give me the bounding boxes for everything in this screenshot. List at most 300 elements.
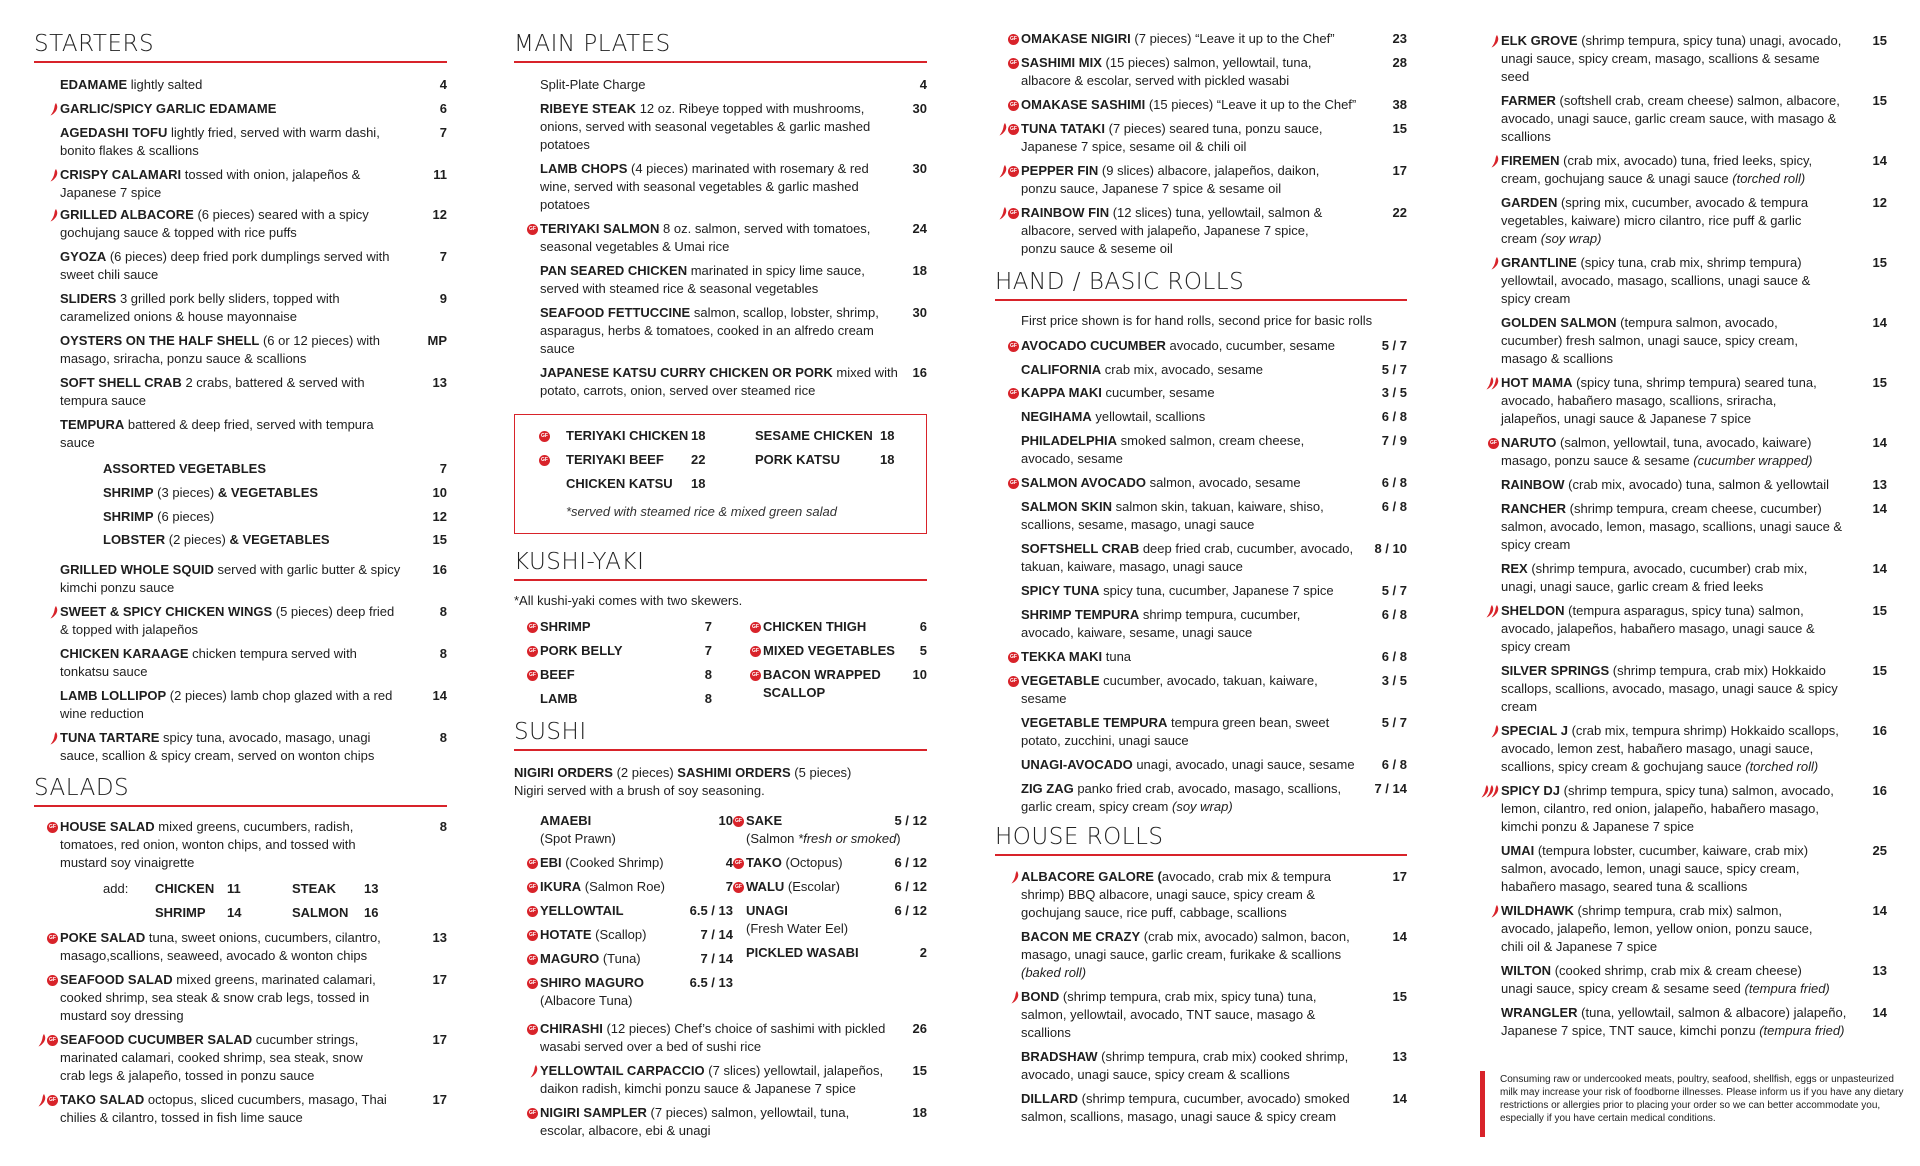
item-name: GARDEN <box>1501 195 1558 210</box>
item-price: 15 <box>432 532 447 547</box>
nigiri-item <box>529 926 733 944</box>
item-description: (2 pieces) lamb chop glazed with a red wine reduction <box>60 688 393 721</box>
gluten-free-icon: GF <box>527 646 538 657</box>
menu-item <box>49 929 447 965</box>
item-name: SLIDERS <box>60 291 117 306</box>
dietary-icons <box>995 122 1019 136</box>
dietary-icons <box>995 98 1019 112</box>
combo-note: *served with steamed rice & mixed green salad <box>566 504 837 519</box>
item-price: 9 <box>439 291 447 306</box>
chili-pepper-icon <box>1491 34 1499 48</box>
item-price: 10 <box>912 667 927 682</box>
nigiri-note: Nigiri served with a brush of soy seasoning. <box>514 783 765 798</box>
gluten-free-icon: GF <box>1008 34 1019 45</box>
item-name: NIGIRI SAMPLER <box>540 1105 647 1120</box>
menu-item <box>540 1062 927 1098</box>
menu-item <box>60 603 447 639</box>
chili-pepper-icon <box>1011 990 1019 1004</box>
item-note: (baked roll) <box>1021 965 1087 980</box>
item-price: 14 <box>1872 501 1887 516</box>
menu-item <box>1501 560 1887 596</box>
dietary-icons <box>995 164 1019 178</box>
item-name: TEKKA MAKI <box>1021 649 1103 664</box>
item-description: (6 pieces) deep fried pork dumplings served with sweet chili sauce <box>60 249 390 282</box>
menu-item <box>49 1031 447 1085</box>
kushi-item <box>529 666 712 684</box>
menu-item <box>1501 254 1887 308</box>
item-note: (soy wrap) <box>1540 231 1602 246</box>
item-name: AMAEBI <box>540 813 592 828</box>
gluten-free-icon: GF <box>733 858 744 869</box>
dietary-icons <box>514 904 538 918</box>
split-plate-charge <box>540 76 927 94</box>
item-price: 16 <box>1872 783 1887 798</box>
combo-box <box>514 414 927 534</box>
item-description: (tuna, yellowtail, salmon & albacore) jalapeño, Japanese 7 spice, TNT sauce, kimchi ponzu <box>1501 1005 1847 1038</box>
chili-pepper-icon <box>50 168 58 182</box>
menu-item <box>1010 204 1407 258</box>
gluten-free-icon: GF <box>527 224 538 235</box>
item-description: (crab mix, tempura shrimp) Hokkaido scallops, avocado, lemon zest, habañero masago, unagi sauce, scallions, spicy cream & gochujang sauce <box>1501 723 1839 774</box>
item-price: 12 <box>432 207 447 222</box>
item-description: (12 slices) tuna, yellowtail, salmon & albacore, served with jalapeño, Japanese 7 spice, ponzu sauce & seseme oil <box>1021 205 1323 256</box>
chili-pepper-icon <box>1491 154 1499 168</box>
item-name: SHRIMP <box>103 509 154 524</box>
addon-price: 13 <box>364 881 379 896</box>
item-description: (Cooked Shrimp) <box>561 855 664 870</box>
item-description: (shrimp tempura, avocado, cucumber) crab mix, unagi, unagi sauce, garlic cream & fried leeks <box>1501 561 1808 594</box>
item-description: spicy tuna, avocado, masago, unagi sauce, scallion & spicy cream, served on wonton chips <box>60 730 375 763</box>
section-title-main-plates: MAIN PLATES <box>514 30 927 63</box>
item-name: NEGIHAMA <box>1021 409 1092 424</box>
menu-item <box>1501 500 1887 554</box>
combo-item-name: TERIYAKI CHICKEN <box>566 428 689 443</box>
menu-item <box>1501 92 1887 146</box>
item-name: SEAFOOD FETTUCCINE <box>540 305 691 320</box>
section-title-sushi: SUSHI <box>514 718 927 751</box>
item-description: (Escolar) <box>784 879 840 894</box>
item-name: SILVER SPRINGS <box>1501 663 1610 678</box>
menu-item <box>60 166 447 202</box>
item-price: 14 <box>1872 153 1887 168</box>
item-price: 8 <box>439 646 447 661</box>
menu-item <box>1010 672 1407 708</box>
menu-item <box>1021 361 1407 379</box>
item-description: (shrimp tempura, crab mix) salmon, avocado, jalapeño, lemon, yellow onion, ponzu sauce, chili oil & Japanese 7 spice <box>1501 903 1813 954</box>
item-name: BOND <box>1021 989 1060 1004</box>
item-description: (spicy tuna, crab mix, shrimp tempura) yellowtail, avocado, masago, scallions, unagi sauce & spicy cream <box>1501 255 1811 306</box>
combo-item-price: 18 <box>880 452 895 467</box>
item-price: 6 / 8 <box>1381 757 1407 772</box>
gluten-free-icon: GF <box>1008 58 1019 69</box>
item-description: mixed greens, marinated calamari, cooked shrimp, sea steak & snow crab legs, tossed in mustard soy dressing <box>60 972 376 1023</box>
item-name: SAKE <box>746 813 783 828</box>
menu-item <box>1501 962 1887 998</box>
item-name: CRISPY CALAMARI <box>60 167 182 182</box>
item-name: IKURA <box>540 879 582 894</box>
tempura-item <box>103 531 447 549</box>
gluten-free-icon: GF <box>527 930 538 941</box>
item-price: 6 / 8 <box>1381 409 1407 424</box>
chili-pepper-icon <box>1486 604 1499 618</box>
menu-item <box>1010 54 1407 90</box>
item-description: (shrimp tempura, crab mix) Hokkaido scallops, scallions, avocado, masago, unagi sauce & spicy cream <box>1501 663 1838 714</box>
item-description: yellowtail, scallions <box>1091 409 1206 424</box>
item-name: SHRIMP <box>103 485 154 500</box>
chili-pepper-icon <box>50 605 58 619</box>
dietary-icons <box>995 870 1019 884</box>
dietary-icons <box>1475 436 1499 450</box>
item-description: tuna, sweet onions, cucumbers, cilantro, masago,scallions, seaweed, avocado & wonton chips <box>60 930 381 963</box>
dietary-icons <box>995 476 1019 490</box>
item-description: 3 grilled pork belly sliders, topped with caramelized onions & house mayonnaise <box>60 291 340 324</box>
item-name: GOLDEN SALMON <box>1501 315 1617 330</box>
dietary-icons <box>1475 154 1499 168</box>
item-description: (tempura lobster, cucumber, kaiware, crab mix) salmon, avocado, lemon, unagi sauce, spicy cream, habañero masago, seared tuna & scallions <box>1501 843 1809 894</box>
item-description: (6 pieces) seared with a spicy gochujang sauce & topped with rice puffs <box>60 207 369 240</box>
item-name: SPICY DJ <box>1501 783 1561 798</box>
item-description: (crab mix, avocado) tuna, salmon & yellowtail <box>1564 477 1829 492</box>
item-price: 16 <box>432 562 447 577</box>
item-price: 6 <box>439 101 447 116</box>
item-description: (6 pieces) <box>153 509 215 524</box>
item-name: SHRIMP TEMPURA <box>1021 607 1140 622</box>
item-price: 12 <box>1872 195 1887 210</box>
nigiri-item <box>735 854 927 872</box>
item-price: 14 <box>1872 561 1887 576</box>
item-price: 7 / 14 <box>700 951 733 966</box>
item-name: PEPPER FIN <box>1021 163 1099 178</box>
chili-pepper-icon <box>38 1093 46 1107</box>
chili-pepper-icon <box>1491 904 1499 918</box>
dietary-icons <box>514 880 538 894</box>
item-description: (shrimp tempura, cream cheese, cucumber) salmon, avocado, lemon, masago, scallions, unagi sauce & spicy cream <box>1501 501 1843 552</box>
gluten-free-icon: GF <box>527 882 538 893</box>
dietary-icons <box>34 973 58 987</box>
item-description: 2 crabs, battered & served with tempura sauce <box>60 375 365 408</box>
item-name: SEAFOOD SALAD <box>60 972 173 987</box>
item-name: ZIG ZAG <box>1021 781 1074 796</box>
item-name: PAN SEARED CHICKEN <box>540 263 688 278</box>
item-name: SWEET & SPICY CHICKEN WINGS <box>60 604 273 619</box>
item-name: SALMON SKIN <box>1021 499 1112 514</box>
gluten-free-icon: GF <box>1008 100 1019 111</box>
nigiri-pieces: (2 pieces) <box>612 765 678 780</box>
menu-item <box>1501 842 1887 896</box>
menu-item <box>60 561 447 597</box>
kushi-item <box>529 618 712 636</box>
gluten-free-icon: GF <box>47 1035 58 1046</box>
combo-item-price: 18 <box>880 428 895 443</box>
gluten-free-icon: GF <box>527 622 538 633</box>
item-description: (tempura salmon, avocado, cucumber) fresh salmon, unagi sauce, spicy cream, masago & scallions <box>1501 315 1798 366</box>
item-name: LOBSTER <box>103 532 166 547</box>
item-description: (Salmon Roe) <box>581 879 665 894</box>
item-subtitle: (Salmon <box>746 831 799 846</box>
gluten-free-icon: GF <box>1488 438 1499 449</box>
sushi-orders-line <box>514 764 851 782</box>
item-price: 13 <box>432 930 447 945</box>
item-description: chicken tempura served with tonkatsu sauce <box>60 646 357 679</box>
disclaimer-bar <box>1480 1071 1485 1137</box>
kushi-item <box>752 642 927 660</box>
item-note: (tempura fried) <box>1744 981 1830 996</box>
gluten-free-icon: GF <box>527 906 538 917</box>
dietary-icons <box>34 605 58 619</box>
item-description: deep fried crab, cucumber, avocado, takuan, kaiware, masago, unagi sauce <box>1021 541 1354 574</box>
item-description: (7 pieces) salmon, yellowtail, tuna, escolar, albacore, ebi & unagi <box>540 1105 850 1138</box>
item-name: SOFT SHELL CRAB <box>60 375 182 390</box>
item-price: 7 <box>439 249 447 264</box>
item-price: 17 <box>1392 869 1407 884</box>
section-title-hand-rolls: HAND / BASIC ROLLS <box>995 268 1407 301</box>
chili-pepper-icon <box>999 122 1007 136</box>
dietary-icons <box>995 386 1019 400</box>
item-subtitle: (Spot Prawn) <box>540 831 616 846</box>
kushi-item <box>752 666 927 702</box>
item-name: GRANTLINE <box>1501 255 1577 270</box>
item-name: TAKO <box>746 855 782 870</box>
menu-item <box>1021 582 1407 600</box>
item-price: 7 / 14 <box>700 927 733 942</box>
menu-item <box>60 290 447 326</box>
menu-item <box>1501 602 1887 656</box>
item-description: battered & deep fried, served with tempura sauce <box>60 417 374 450</box>
menu-item <box>1010 648 1407 666</box>
item-name: RANCHER <box>1501 501 1566 516</box>
item-price: 2 <box>919 945 927 960</box>
menu-item <box>60 374 447 410</box>
item-description: (Scallop) <box>591 927 647 942</box>
item-price: 30 <box>912 305 927 320</box>
item-name: UNAGI-AVOCADO <box>1021 757 1133 772</box>
item-name: WRANGLER <box>1501 1005 1578 1020</box>
item-name: Split-Plate Charge <box>540 77 646 92</box>
menu-item <box>1501 1004 1887 1040</box>
menu-item <box>60 729 447 765</box>
menu-item <box>1501 476 1887 494</box>
item-price: 8 <box>704 667 712 682</box>
menu-item <box>1021 756 1407 774</box>
item-name: CHICKEN THIGH <box>763 619 867 634</box>
dietary-icons <box>34 1093 58 1107</box>
item-description: (crab mix, avocado) salmon, bacon, masago, unagi sauce, garlic cream, furikake & scallions <box>1021 929 1350 962</box>
gluten-free-icon: GF <box>1008 478 1019 489</box>
kushi-item <box>540 690 712 708</box>
addon-name: SALMON <box>292 905 349 920</box>
item-name: RIBEYE STEAK <box>540 101 637 116</box>
menu-item <box>1010 30 1407 48</box>
item-price: 14 <box>1392 929 1407 944</box>
dietary-icons <box>1475 604 1499 618</box>
item-price: 3 / 5 <box>1381 385 1407 400</box>
item-price: 5 / 7 <box>1381 338 1407 353</box>
dietary-icons <box>995 206 1019 220</box>
item-name: NARUTO <box>1501 435 1557 450</box>
item-description: mixed with potato, carrots, onion, served over steamed rice <box>540 365 898 398</box>
item-price: 26 <box>912 1021 927 1036</box>
nigiri-item <box>529 878 733 896</box>
dietary-icons <box>995 674 1019 688</box>
item-description: (5 pieces) deep fried & topped with jalapeños <box>60 604 395 637</box>
gluten-free-icon: GF <box>47 933 58 944</box>
item-description: (spicy tuna, shrimp tempura) seared tuna, avocado, habañero masago, scallions, sriracha, jalapeños, unagi sauce & Japanese 7 spice <box>1501 375 1817 426</box>
item-price: 16 <box>1872 723 1887 738</box>
gluten-free-icon: GF <box>527 670 538 681</box>
item-price: 10 <box>718 813 733 828</box>
menu-item <box>1501 194 1887 248</box>
disclaimer-text: Consuming raw or undercooked meats, poultry, seafood, shellfish, eggs or unpasteurized milk may increase your risk of foodborne illnesses. Please inform us if you have any dietary restrictions or allergies prior to placing your order so we can better accommodate you, especially if you have certain medical conditions. <box>1500 1074 1904 1124</box>
item-note: (soy wrap) <box>1171 799 1233 814</box>
gluten-free-icon: GF <box>1008 166 1019 177</box>
item-price: 14 <box>1872 1005 1887 1020</box>
menu-item <box>60 687 447 723</box>
item-description: served with garlic butter & spicy kimchi ponzu sauce <box>60 562 401 595</box>
item-description: (salmon, yellowtail, tuna, avocado, kaiware) masago, ponzu sauce & sesame <box>1501 435 1812 468</box>
combo-item-name: CHICKEN KATSU <box>566 476 673 491</box>
item-price: 6 / 12 <box>894 879 927 894</box>
item-price: 15 <box>912 1063 927 1078</box>
item-name: POKE SALAD <box>60 930 146 945</box>
menu-item <box>1021 1090 1407 1126</box>
item-description: 12 oz. Ribeye topped with mushrooms, onions, served with seasonal vegetables & garlic mashed potatoes <box>540 101 871 152</box>
tempura-item <box>103 484 447 502</box>
item-name: UNAGI <box>746 903 788 918</box>
menu-item <box>1010 384 1407 402</box>
nigiri-item <box>735 812 927 848</box>
item-description: panko fried crab, avocado, masago, scallions, garlic cream, spicy cream <box>1021 781 1342 814</box>
item-description: tempura green bean, sweet potato, zucchini, unagi sauce <box>1021 715 1330 748</box>
menu-item <box>1501 782 1887 836</box>
item-description: octopus, sliced cucumbers, masago, Thai chilies & cilantro, tossed in fish lime sauce <box>60 1092 387 1125</box>
item-note: (cucumber wrapped) <box>1693 453 1813 468</box>
item-price: 6.5 / 13 <box>689 975 733 990</box>
dietary-icons <box>995 56 1019 70</box>
menu-item <box>540 100 927 154</box>
item-name: WILTON <box>1501 963 1552 978</box>
item-price: 7 / 14 <box>1374 781 1407 796</box>
chili-pepper-icon <box>1491 724 1499 738</box>
tempura-item <box>103 460 447 478</box>
item-price: 17 <box>1392 163 1407 178</box>
item-description: spicy tuna, cucumber, Japanese 7 spice <box>1099 583 1334 598</box>
item-description: (shrimp tempura, spicy tuna) salmon, avocado, lemon, cilantro, red onion, jalapeño, habañero masago, kimchi ponzu & Japanese 7 spice <box>1501 783 1834 834</box>
dietary-icons <box>34 731 58 745</box>
item-name: ASSORTED VEGETABLES <box>103 461 267 476</box>
item-description: crab mix, avocado, sesame <box>1101 362 1264 377</box>
dietary-icons <box>514 1064 538 1078</box>
item-description: (shrimp tempura, crab mix) cooked shrimp, avocado, unagi sauce, spicy cream & scallions <box>1021 1049 1349 1082</box>
item-name: GYOZA <box>60 249 107 264</box>
item-name: TAKO SALAD <box>60 1092 145 1107</box>
item-description: (15 pieces) “Leave it up to the Chef” <box>1145 97 1357 112</box>
dietary-icons <box>514 928 538 942</box>
item-price: 7 <box>704 643 712 658</box>
chili-pepper-icon <box>999 206 1007 220</box>
item-price: 6.5 / 13 <box>689 903 733 918</box>
item-name: SALMON AVOCADO <box>1021 475 1146 490</box>
item-price: 5 / 12 <box>894 813 927 828</box>
menu-item <box>529 1104 927 1140</box>
item-price: 10 <box>432 485 447 500</box>
tempura-item <box>103 508 447 526</box>
menu-item <box>60 332 447 368</box>
item-description: smoked salmon, cream cheese, avocado, sesame <box>1021 433 1305 466</box>
item-price: 28 <box>1392 55 1407 70</box>
menu-item <box>1021 432 1407 468</box>
combo-item-name: SESAME CHICKEN <box>755 428 873 443</box>
item-description: (7 pieces) seared tuna, ponzu sauce, Japanese 7 spice, sesame oil & chili oil <box>1021 121 1323 154</box>
item-price: 6 <box>919 619 927 634</box>
item-price: 18 <box>912 1105 927 1120</box>
item-price: 6 / 8 <box>1381 649 1407 664</box>
dietary-icons <box>995 32 1019 46</box>
menu-item <box>60 206 447 242</box>
item-price: 12 <box>432 509 447 524</box>
item-name: BACON ME CRAZY <box>1021 929 1141 944</box>
item-name: EBI <box>540 855 562 870</box>
gluten-free-icon: GF <box>527 858 538 869</box>
item-name: MAGURO <box>540 951 600 966</box>
item-price: 30 <box>912 161 927 176</box>
menu-item <box>529 1020 927 1056</box>
menu-item <box>1010 120 1407 156</box>
gluten-free-icon: GF <box>750 646 761 657</box>
item-description: lightly fried, served with warm dashi, bonito flakes & scallions <box>60 125 380 158</box>
item-description: (15 pieces) salmon, yellowtail, tuna, albacore & escolar, served with pickled wasabi <box>1021 55 1312 88</box>
menu-item <box>1021 780 1407 816</box>
item-name: TUNA TATAKI <box>1021 121 1105 136</box>
section-title-house-rolls: HOUSE ROLLS <box>995 823 1407 856</box>
item-name: AGEDASHI TOFU <box>60 125 168 140</box>
item-subtitle-note: *fresh or smoked <box>798 831 897 846</box>
item-price: 15 <box>1872 663 1887 678</box>
chili-pepper-icon <box>1481 784 1499 798</box>
item-name: VEGETABLE TEMPURA <box>1021 715 1168 730</box>
menu-item <box>1021 928 1407 982</box>
item-name: SHIRO MAGURO <box>540 975 644 990</box>
nigiri-item <box>529 950 733 968</box>
item-description: tossed with onion, jalapeños & Japanese 7 spice <box>60 167 361 200</box>
gluten-free-icon: GF <box>539 455 550 466</box>
menu-item <box>1021 498 1407 534</box>
dietary-icons <box>514 644 538 658</box>
nigiri-item <box>746 902 927 938</box>
item-description: (Octopus) <box>781 855 843 870</box>
item-description: avocado, cucumber, sesame <box>1165 338 1336 353</box>
item-name: REX <box>1501 561 1528 576</box>
item-description: salmon skin, takuan, kaiware, shiso, scallions, sesame, masago, unagi sauce <box>1021 499 1324 532</box>
dietary-icons <box>737 668 761 682</box>
item-name: SHELDON <box>1501 603 1565 618</box>
section-title-starters: STARTERS <box>34 30 447 63</box>
item-name: CHICKEN KARAAGE <box>60 646 189 661</box>
item-name: YELLOWTAIL <box>540 903 624 918</box>
nigiri-item <box>529 974 733 1010</box>
menu-item <box>60 76 447 94</box>
dietary-icons <box>514 668 538 682</box>
nigiri-item <box>746 944 927 962</box>
menu-item <box>49 1091 447 1127</box>
menu-item <box>60 100 447 118</box>
item-name: CALIFORNIA <box>1021 362 1102 377</box>
combo-item-price: 18 <box>691 476 706 491</box>
gluten-free-icon: GF <box>47 1095 58 1106</box>
item-price: MP <box>427 333 447 348</box>
menu-item <box>1501 374 1887 428</box>
item-price: 16 <box>912 365 927 380</box>
menu-item <box>540 304 927 358</box>
